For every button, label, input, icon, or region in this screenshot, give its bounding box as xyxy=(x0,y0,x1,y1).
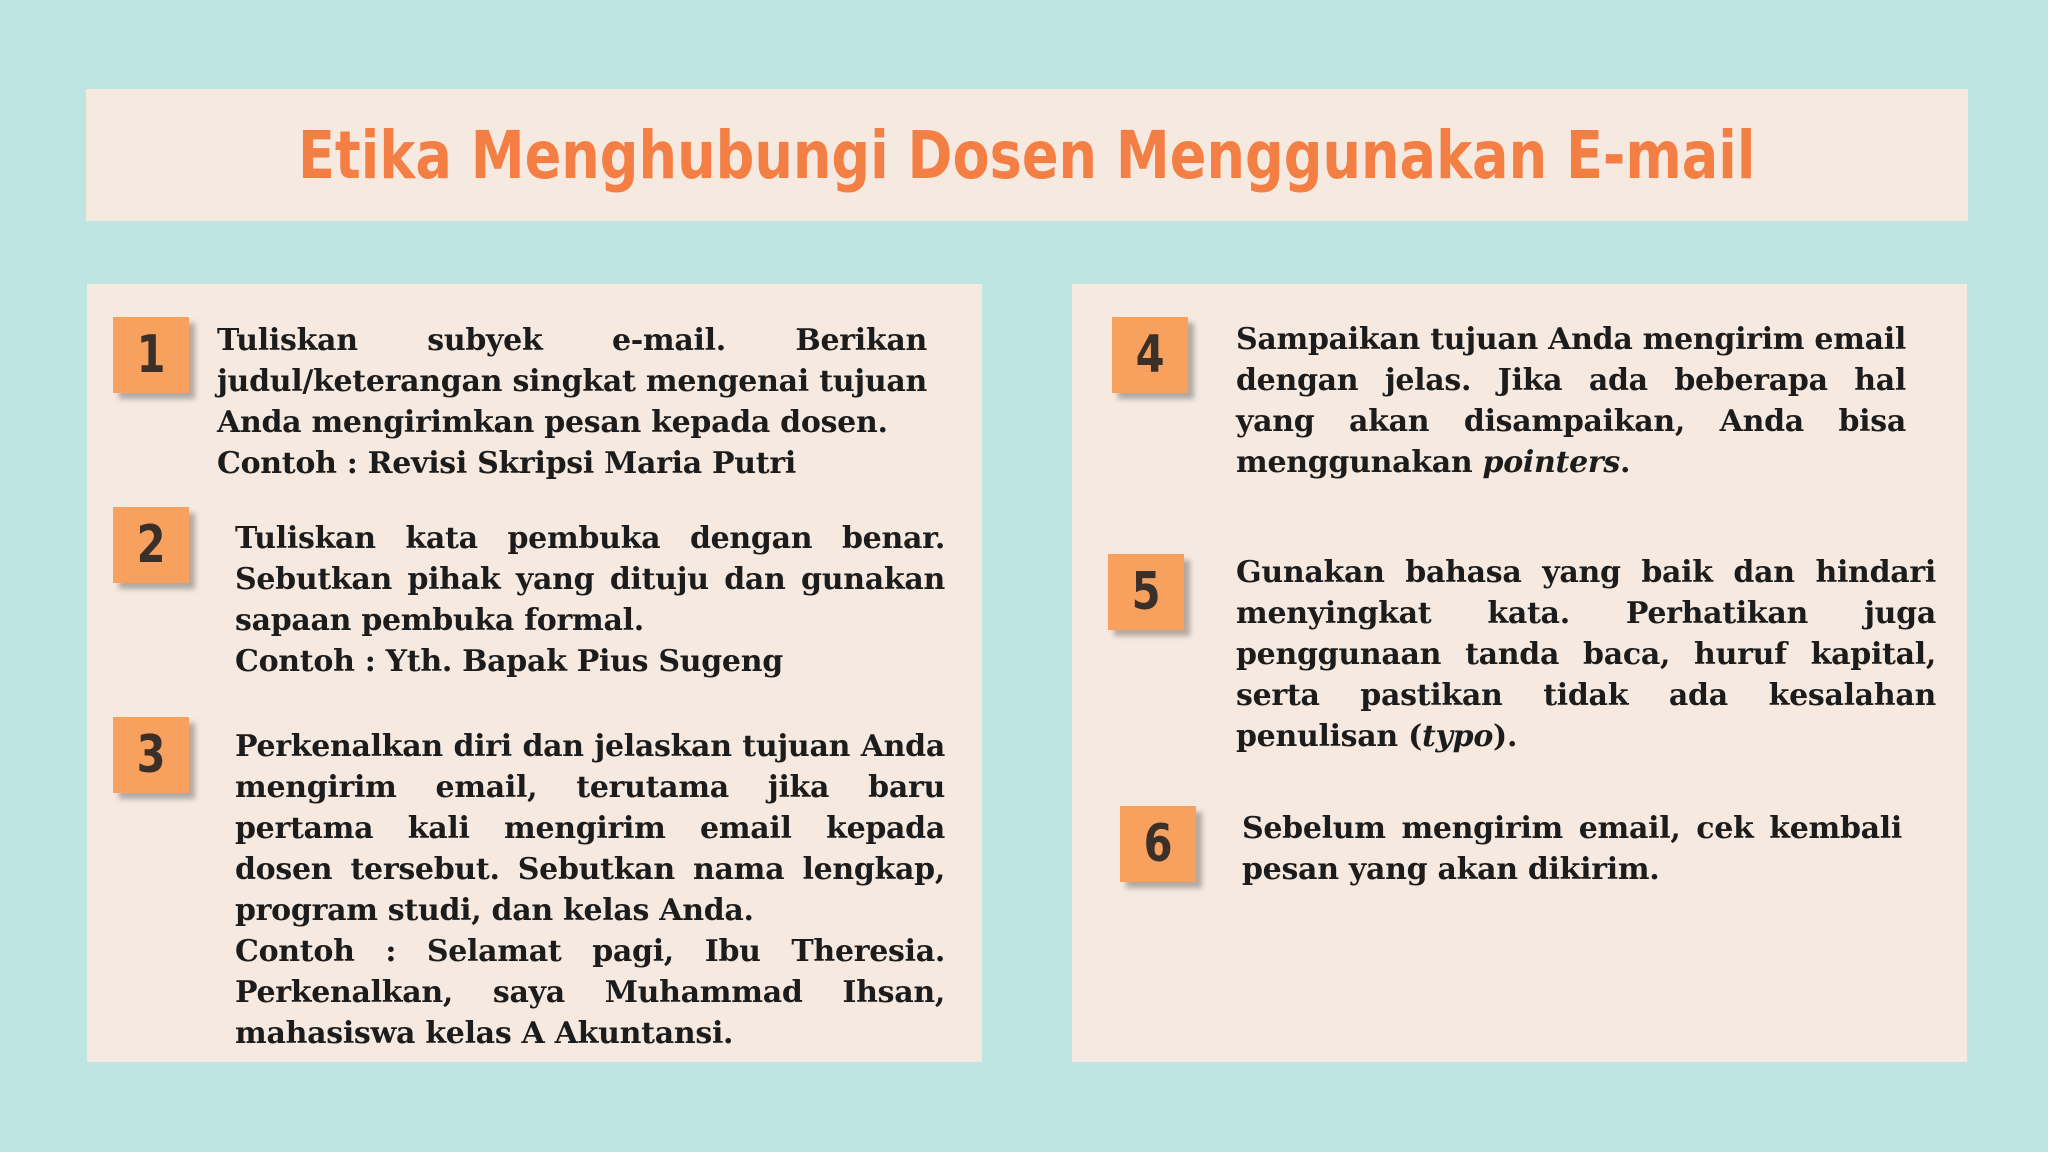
step-description-6: Sebelum mengirim email, cek kembali pesan yang akan dikirim. xyxy=(1242,811,1902,887)
step-description-5-main: Gunakan bahasa yang baik dan hindari menyingkat kata. Perhatikan juga penggunaan tanda baca, huruf kapital, serta pastikan tidak ada kesalahan penulisan ( xyxy=(1236,555,1936,754)
step-number-6: 6 xyxy=(1143,814,1173,874)
step-number-4: 4 xyxy=(1135,325,1165,385)
step-badge-2 xyxy=(113,507,189,583)
step-description-1: Tuliskan subyek e-mail. Berikan judul/keterangan singkat mengenai tujuan Anda mengirimkan pesan kepada dosen. xyxy=(217,323,927,440)
step-description-4 xyxy=(1236,319,1906,483)
step-description-2: Tuliskan kata pembuka dengan benar. Sebutkan pihak yang dituju dan gunakan sapaan pembuka formal. xyxy=(235,521,945,638)
step-badge-6 xyxy=(1120,806,1196,882)
step-text-6 xyxy=(1242,808,1902,890)
step-description-4-end: . xyxy=(1619,445,1631,480)
step-badge-5 xyxy=(1108,554,1184,630)
left-panel xyxy=(87,284,982,1062)
step-text-3 xyxy=(235,726,945,1054)
step-badge-4 xyxy=(1112,317,1188,393)
right-panel xyxy=(1072,284,1967,1062)
step-text-1 xyxy=(217,320,927,484)
step-description-5-italic: typo xyxy=(1421,719,1494,754)
step-text-4 xyxy=(1236,319,1906,483)
page-title: Etika Menghubungi Dosen Menggunakan E-mail xyxy=(298,116,1756,194)
step-number-1: 1 xyxy=(136,325,166,385)
step-example-2: Contoh : Yth. Bapak Pius Sugeng xyxy=(235,644,783,679)
step-description-4-main: Sampaikan tujuan Anda mengirim email dengan jelas. Jika ada beberapa hal yang akan disampaikan, Anda bisa menggunakan xyxy=(1236,322,1906,480)
step-badge-3 xyxy=(113,717,189,793)
step-badge-1 xyxy=(113,317,189,393)
step-example-1: Contoh : Revisi Skripsi Maria Putri xyxy=(217,446,796,481)
step-description-4-italic: pointers xyxy=(1482,445,1620,480)
step-description-3: Perkenalkan diri dan jelaskan tujuan Anda mengirim email, terutama jika baru pertama kali mengirim email kepada dosen tersebut. Sebutkan nama lengkap, program studi, dan kelas Anda. xyxy=(235,729,945,928)
step-number-3: 3 xyxy=(136,725,166,785)
step-text-2 xyxy=(235,518,945,682)
step-example-3: Contoh : Selamat pagi, Ibu Theresia. Perkenalkan, saya Muhammad Ihsan, mahasiswa kelas A Akuntansi. xyxy=(235,934,945,1051)
title-banner xyxy=(86,89,1968,221)
step-description-5-end: ). xyxy=(1493,719,1518,754)
step-number-5: 5 xyxy=(1131,562,1161,622)
step-number-2: 2 xyxy=(136,515,166,575)
step-text-5 xyxy=(1236,552,1936,757)
step-description-5 xyxy=(1236,552,1936,757)
